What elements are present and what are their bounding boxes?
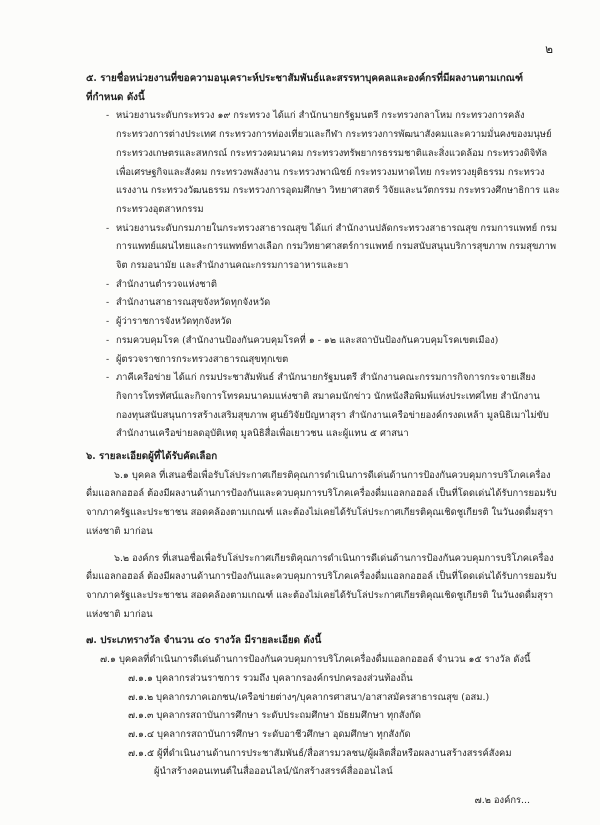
list-item: - หน่วยงานระดับกรมภายในกระทรวงสาธารณสุข ได้แก่ สำนักงานปลัดกระทรวงสาธารณสุข กรมการแพทย์ กรมการแพทย์แผนไทยและการแพทย์ทางเลือก กรมวิทยาศาสตร์การแพทย์ กรมสนับสนุนบริการสุขภาพ กรมสุขภาพจิต กรมอนามัย และสำนักงานคณะกรรมการอาหารและยา [86,220,560,276]
section-5-list [86,107,560,444]
section-6 [86,448,560,624]
document-body [86,70,560,811]
list-item: - ผู้ตรวจราชการกระทรวงสาธารณสุขทุกเขต [86,351,560,370]
list-item: - สำนักงานตำรวจแห่งชาติ [86,276,560,295]
page-number: ๒ [545,42,553,56]
list-item: ๗.๑.๔ บุคลากรสถาบันการศึกษา ระดับอาชีวศึกษา อุดมศึกษา ทุกสังกัด [128,728,411,740]
section-7 [86,632,560,810]
list-item: - ภาคีเครือข่าย ได้แก่ กรมประชาสัมพันธ์ สำนักนายกรัฐมนตรี สำนักงานคณะกรรมการกิจการกระจายเสียง กิจการโทรทัศน์และกิจการโทรคมนาคมแห่งชาติ สมาคมนักข่าว นักหนังสือพิมพ์แห่งประเทศไทย สำนักงานกองทุนสนับสนุนการสร้างเสริมสุขภาพ ศูนย์วิจัยปัญหาสุรา สำนักงานเครือข่ายองค์กรงดเหล้า มูลนิธิเมาไม่ขับ สำนักงานเครือข่ายลดอุบัติเหตุ มูลนิธิสื่อเพื่อเยาวชน และผู้แทน ๕ ศาสนา [86,369,560,444]
section-6-heading: ๖. รายละเอียดผู้ที่ได้รับคัดเลือก [86,451,218,463]
section-7-1-heading: ๗.๑ บุคคลที่ดำเนินการดีเด่นด้านการป้องกันควบคุมการบริโภคเครื่องดื่มแอลกอฮอล์ จำนวน ๑๕ รางวัล ดังนี้ [100,654,531,666]
list-item: ๗.๑.๒ บุคลากรภาคเอกชน/เครือข่ายต่างๆ/บุคลากรศาสนา/อาสาสมัครสาธารณสุข (อสม.) [128,691,490,703]
section-6-1-paragraph: ๖.๑ บุคคล ที่เสนอชื่อเพื่อรับโล่ประกาศเกียรติคุณการดำเนินการดีเด่นด้านการป้องกันควบคุมการบริโภคเครื่องดื่มแอลกอฮอล์ ต้องมีผลงานด้านการป้องกันและควบคุมการบริโภคเครื่องดื่มแอลกอฮอล์ เป็นที่โดดเด่นได้รับการยอมรับจากภาครัฐและประชาชน สอดคล้องตามเกณฑ์ และต้องไม่เคยได้รับโล่ประกาศเกียรติคุณเชิดชูเกียรติ ในวันงดดื่มสุราแห่งชาติ มาก่อน [86,469,557,537]
section-5-heading: ๕. รายชื่อหน่วยงานที่ขอความอนุเคราะห์ประชาสัมพันธ์และสรรหาบุคคลและองค์กรที่มีผลงานตามเกณฑ์ ที่กำหนด ดังนี้ [86,73,523,103]
continuation-marker: ๗.๒ องค์กร... [474,795,530,807]
list-item: ๗.๑.๓ บุคลากรสถาบันการศึกษา ระดับประถมศึกษา มัธยมศึกษา ทุกสังกัด [128,710,421,722]
list-item: - ผู้ว่าราชการจังหวัดทุกจังหวัด [86,313,560,332]
list-item: ๗.๑.๑ บุคลากรส่วนราชการ รวมถึง บุคลากรองค์กรปกครองส่วนท้องถิ่น [128,672,413,684]
section-7-heading: ๗. ประเภทรางวัล จำนวน ๔๐ รางวัล มีรายละเอียด ดังนี้ [86,635,322,647]
list-item: - หน่วยงานระดับกระทรวง ๑๙ กระทรวง ได้แก่ สำนักนายกรัฐมนตรี กระทรวงกลาโหม กระทรวงการคลัง กระทรวงการต่างประเทศ กระทรวงการท่องเที่ยวและกีฬา กระทรวงการพัฒนาสังคมและความมั่นคงของมนุษย์ กระทรวงเกษตรและสหกรณ์ กระทรวงคมนาคม กระทรวงทรัพยากรธรรมชาติและสิ่งแวดล้อม กระทรวงดิจิทัลเพื่อเศรษฐกิจและสังคม กระทรวงพลังงาน กระทรวงพาณิชย์ กระทรวงมหาดไทย กระทรวงยุติธรรม กระทรวงแรงงาน กระทรวงวัฒนธรรม กระทรวงการอุดมศึกษา วิทยาศาสตร์ วิจัยและนวัตกรรม กระทรวงศึกษาธิการ และกระทรวงอุตสาหกรรม [86,107,560,219]
list-item-continuation: ผู้นำสร้างคอนเทนต์ในสื่อออนไลน์/นักสร้างสรรค์สื่อออนไลน์ [154,766,393,778]
section-5 [86,70,560,444]
section-6-2-paragraph: ๖.๒ องค์กร ที่เสนอชื่อเพื่อรับโล่ประกาศเกียรติคุณการดำเนินการดีเด่นด้านการป้องกันควบคุมการบริโภคเครื่องดื่มแอลกอฮอล์ ต้องมีผลงานด้านการป้องกันและควบคุมการบริโภคเครื่องดื่มแอลกอฮอล์ เป็นที่โดดเด่นได้รับการยอมรับจากภาครัฐและประชาชน สอดคล้องตามเกณฑ์ และต้องไม่เคยได้รับโล่ประกาศเกียรติคุณเชิดชูเกียรติ ในวันงดดื่มสุราแห่งชาติ มาก่อน [86,552,557,620]
list-item: - กรมควบคุมโรค (สำนักงานป้องกันควบคุมโรคที่ ๑ - ๑๒ และสถาบันป้องกันควบคุมโรคเขตเมือง) [86,332,560,351]
list-item: - สำนักงานสาธารณสุขจังหวัดทุกจังหวัด [86,294,560,313]
list-item: ๗.๑.๕ ผู้ที่ดำเนินงานด้านการประชาสัมพันธ์/สื่อสารมวลชน/ผู้ผลิตสื่อหรือผลงานสร้างสรรค์สังคม [128,747,512,759]
